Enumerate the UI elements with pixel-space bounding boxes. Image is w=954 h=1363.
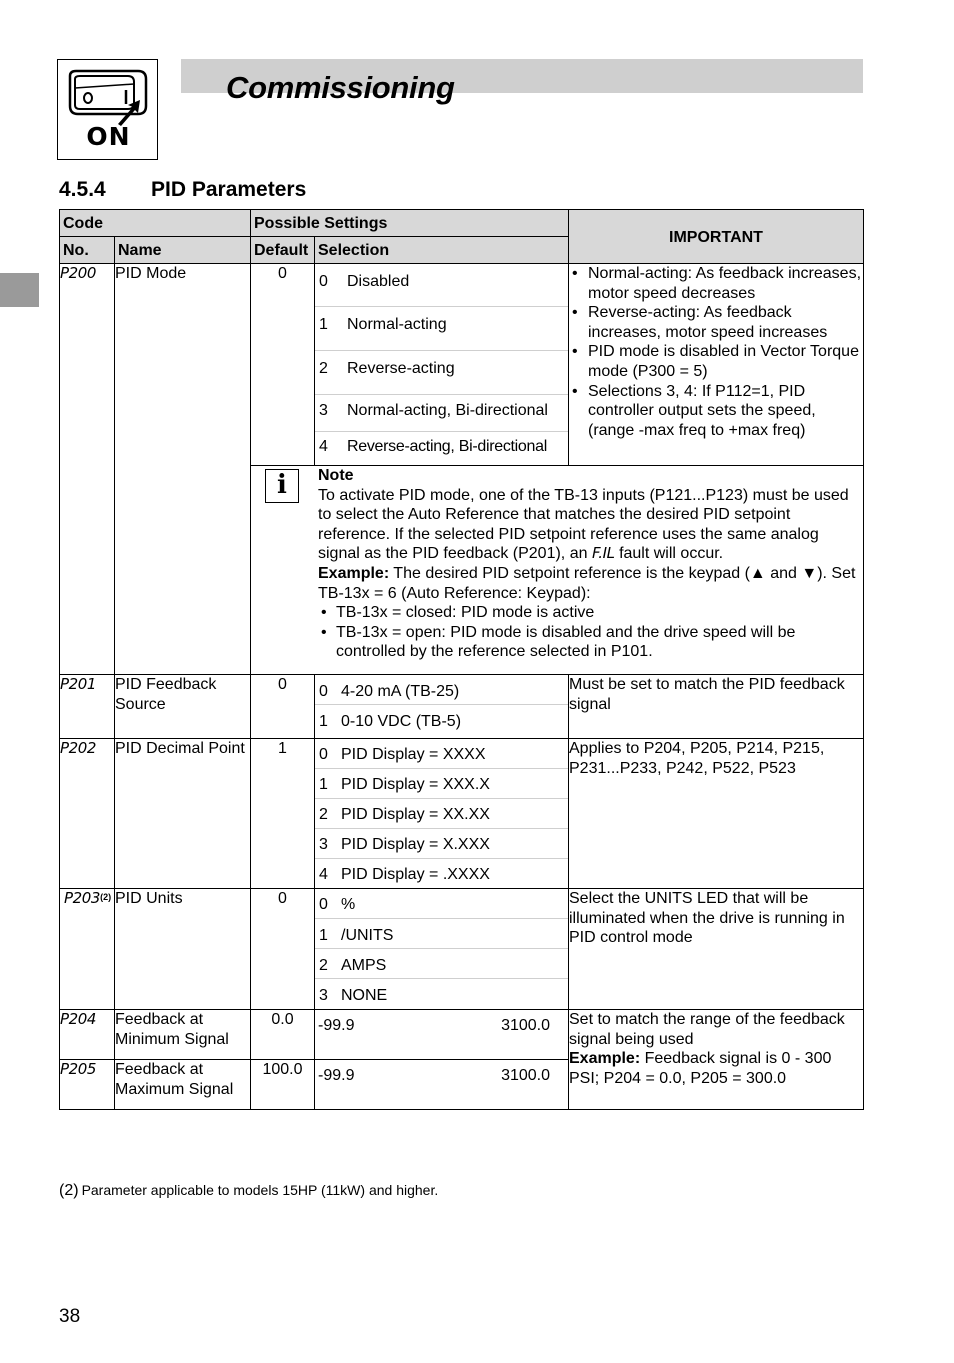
on-switch-logo (57, 59, 158, 160)
param-important (569, 264, 864, 466)
logo-text: ON (86, 122, 131, 151)
info-icon-wrap (251, 466, 318, 662)
range-max: 3100.0 (501, 1017, 550, 1034)
option-item: 0 PID Display = XXXX (315, 739, 568, 769)
table-row-p203 (60, 889, 864, 1010)
option-item: 3 NONE (319, 987, 388, 1004)
param-code: P201 (60, 675, 115, 739)
param-default: 1 (251, 739, 315, 889)
param-name: PID Decimal Point (115, 739, 251, 889)
section-title (59, 178, 306, 202)
header-no: No. (60, 237, 115, 264)
param-selection (315, 264, 569, 466)
note-box (251, 466, 864, 675)
option-item: 4 Reverse-acting, Bi-directional (319, 438, 547, 455)
option-item: 0 4-20 mA (TB-25) (315, 675, 568, 705)
param-code: P203$^{(2)}$ (60, 889, 115, 1010)
param-default: 0.0 (251, 1010, 315, 1060)
pid-parameters-table (59, 209, 864, 1110)
footnote-text: Parameter applicable to models 15HP (11kW) and higher. (81, 1182, 439, 1198)
table-row-p200 (60, 264, 864, 466)
section-number: 4.5.4 (59, 178, 106, 201)
note-body (318, 466, 863, 662)
option-item: 2 PID Display = XX.XX (315, 799, 568, 829)
info-icon: i (265, 469, 299, 503)
bullet-item: • Selections 3, 4: If P112=1, PID controller output sets the speed, (range -max freq to +max freq) (569, 382, 863, 441)
header-default: Default (251, 237, 315, 264)
header-name: Name (115, 237, 251, 264)
param-default: 100.0 (251, 1060, 315, 1110)
option-item: 1 /UNITS (315, 919, 568, 949)
note-example: Example: The desired PID setpoint reference is the keypad (▲ and ▼). Set TB-13x = 6 (Auto Reference: Keypad): (318, 564, 856, 602)
footnote-mark: (2) (59, 1182, 79, 1199)
param-default: 0 (251, 889, 315, 1010)
footnote-ref: (2) (100, 892, 112, 902)
param-selection (315, 739, 569, 889)
table-header-row (60, 210, 864, 237)
header-code: Code (60, 210, 251, 237)
param-name: PID Mode (115, 264, 251, 675)
param-default: 0 (251, 675, 315, 739)
option-item: 3 PID Display = X.XXX (315, 829, 568, 859)
param-important: Must be set to match the PID feedback signal (569, 675, 864, 739)
option-item: 0 Disabled (315, 264, 568, 307)
bullet-item: • Reverse-acting: As feedback increases, motor speed increases (569, 303, 863, 342)
table-row-p204 (60, 1010, 864, 1060)
important-bullets (569, 264, 863, 440)
bullet-item: • TB-13x = closed: PID mode is active (318, 603, 863, 623)
param-selection (315, 889, 569, 1010)
param-code: P205 (60, 1060, 115, 1110)
footnote (59, 1182, 438, 1200)
param-important: Select the UNITS LED that will be illuminated when the drive is running in PID control mode (569, 889, 864, 1010)
param-default: 0 (251, 264, 315, 466)
param-code: P202 (60, 739, 115, 889)
fault-code: F.IL (591, 544, 615, 563)
option-item: 2 Reverse-acting (315, 351, 568, 395)
param-name: Feedback at Minimum Signal (115, 1010, 251, 1060)
bullet-item: • Normal-acting: As feedback increases, motor speed decreases (569, 264, 863, 303)
param-important: Applies to P204, P205, P214, P215, P231...P233, P242, P522, P523 (569, 739, 864, 889)
bullet-item: • PID mode is disabled in Vector Torque mode (P300 = 5) (569, 342, 863, 381)
param-code: P204 (60, 1010, 115, 1060)
header-possible-settings: Possible Settings (251, 210, 569, 237)
section-name: PID Parameters (151, 178, 307, 201)
param-important: Set to match the range of the feedback signal being used Example: Feedback signal is 0 - 300 PSI; P204 = 0.0, P205 = 300.0 (569, 1010, 864, 1110)
option-item: 4 PID Display = .XXXX (319, 866, 490, 883)
table-row-p202 (60, 739, 864, 889)
option-item: 1 0-10 VDC (TB-5) (319, 713, 462, 730)
header-selection: Selection (315, 237, 569, 264)
header-important: IMPORTANT (569, 210, 864, 264)
option-item: 2 AMPS (315, 949, 568, 979)
range-max: 3100.0 (501, 1067, 550, 1084)
param-selection (315, 675, 569, 739)
param-name: PID Feedback Source (115, 675, 251, 739)
chapter-side-tab (0, 273, 39, 307)
option-item: 0 % (315, 889, 568, 919)
option-item: 1 PID Display = XXX.X (315, 769, 568, 799)
table-row-p201 (60, 675, 864, 739)
option-item: 3 Normal-acting, Bi-directional (315, 395, 568, 432)
note-title: Note (318, 467, 354, 484)
bullet-item: • TB-13x = open: PID mode is disabled and the drive speed will be controlled by the reference selected in P101. (318, 623, 863, 662)
option-item: 1 Normal-acting (315, 307, 568, 351)
param-code: P200 (60, 264, 115, 675)
range-min: -99.9 (318, 1017, 355, 1034)
param-range (315, 1010, 569, 1060)
param-name: Feedback at Maximum Signal (115, 1060, 251, 1110)
note-bullets (318, 603, 863, 662)
note-text: To activate PID mode, one of the TB-13 inputs (P121...P123) must be used to select the Auto Reference that matches the desired PID setpoint reference. If the selected PID setpoint reference uses the same analog signal as the PID feedback (P201), an F.IL fault will occur. (318, 486, 849, 563)
param-name: PID Units (115, 889, 251, 1010)
param-range (315, 1060, 569, 1110)
page-header-title: Commissioning (226, 70, 455, 105)
range-min: -99.9 (318, 1067, 355, 1084)
page-number: 38 (59, 1306, 81, 1327)
